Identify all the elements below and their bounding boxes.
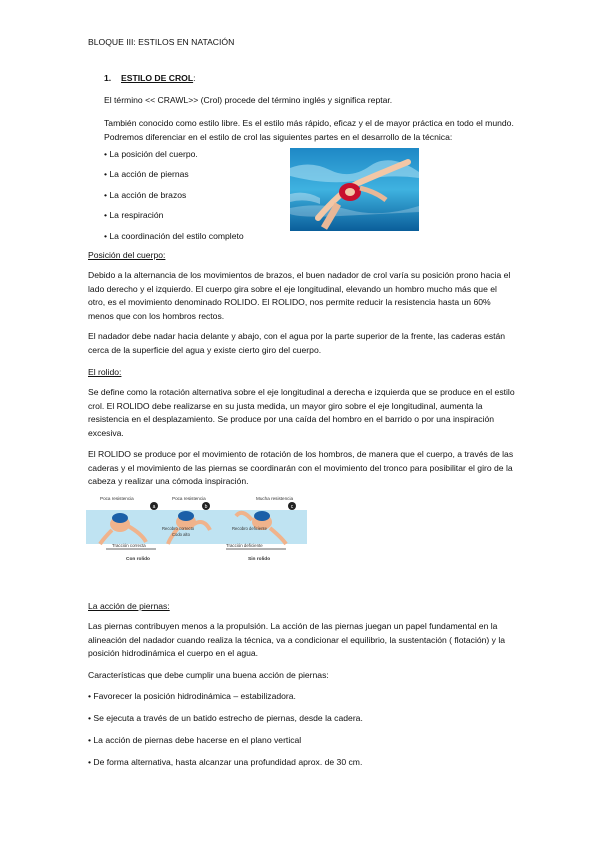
- section-title: [121, 72, 196, 86]
- posicion-heading: Posición del cuerpo:: [88, 250, 166, 260]
- label-traccion-deficiente: Tracción deficiente: [226, 543, 263, 548]
- swimmer-photo-graphic: [290, 148, 419, 231]
- label-poca-resistencia-2: Poca resistencia: [172, 496, 206, 501]
- label-mucha-resistencia: Mucha resistencia: [256, 496, 294, 501]
- label-recobro-correcto: Recobro correcto: [162, 526, 195, 531]
- label-traccion-correcta: Tracción correcta: [112, 543, 146, 548]
- diagram-badge-a-text: a: [152, 504, 156, 510]
- label-recobro-deficiente: Recobro deficiente: [232, 526, 267, 531]
- parts-item-4: • La respiración: [104, 210, 164, 220]
- rolido-diagram: [86, 494, 307, 566]
- piernas-bullet-1: • Favorecer la posición hidrodinámica – estabilizadora.: [88, 691, 296, 701]
- rolido-heading: El rolido:: [88, 367, 122, 377]
- piernas-paragraph-2: Características que debe cumplir una buena acción de piernas:: [88, 670, 329, 680]
- label-sin-rolido: Sin rolido: [248, 557, 271, 562]
- rolido-diagram-graphic: [86, 494, 307, 566]
- diagram-badge-b-text: b: [204, 504, 208, 510]
- parts-item-2: • La acción de piernas: [104, 169, 189, 179]
- diagram-badge-c-text: c: [290, 504, 294, 510]
- piernas-bullet-2: • Se ejecuta a través de un batido estrecho de piernas, desde la cadera.: [88, 713, 363, 723]
- section-title-colon: :: [193, 73, 196, 83]
- swimmer-photo: [290, 148, 419, 231]
- label-codo-alto: Codo alto: [172, 532, 190, 537]
- section-number-text: 1.: [104, 73, 112, 83]
- label-poca-resistencia-1: Poca resistencia: [100, 496, 134, 501]
- rolido-paragraph-1: Se define como la rotación alternativa sobre el eje longitudinal a derecha e izquierda que se produce en el estilo crol. El ROLIDO debe realizarse en su justa medida, un mayor giro sobre el eje longitudinal, aumenta la resistencia en el desplazamiento. Se produce por una caída del hombro en el barrido o por una inspiración excesiva.: [88, 387, 515, 438]
- piernas-heading: La acción de piernas:: [88, 601, 170, 611]
- intro-paragraph: El término << CRAWL>> (Crol) procede del término inglés y significa reptar.: [104, 95, 393, 105]
- section-title-text: ESTILO DE CROL: [121, 73, 194, 83]
- label-con-rolido: Con rolido: [126, 557, 150, 562]
- intro2-paragraph: También conocido como estilo libre. Es el estilo más rápido, eficaz y el de mayor práctica en todo el mundo. Podremos diferenciar en el estilo de crol las siguientes partes en el desarrollo de la técnica:: [104, 118, 514, 142]
- piernas-paragraph-1: Las piernas contribuyen menos a la propulsión. La acción de las piernas juegan un papel fundamental en la alineación del nadador cuando realiza la técnica, va a condicionar el equilibrio, la sustentación ( flotación) y la posición hidrodinámica el cuerpo en el agua.: [88, 621, 506, 659]
- piernas-bullet-4: • De forma alternativa, hasta alcanzar una profundidad aprox. de 30 cm.: [88, 757, 363, 767]
- document-header: BLOQUE III: ESTILOS EN NATACIÓN: [88, 37, 235, 47]
- parts-item-3: • La acción de brazos: [104, 190, 187, 200]
- posicion-paragraph-1: Debido a la alternancia de los movimientos de brazos, el buen nadador de crol varía su posición prono hacia el lado derecho y el izquierdo. El cuerpo gira sobre el eje longitudinal, elevando un hombro mucho más que el otro, es el movimiento denominado ROLIDO. El ROLIDO, nos permite reducir la resistencia hasta un 60% menos que con los hombros rectos.: [88, 270, 511, 321]
- parts-item-5: • La coordinación del estilo completo: [104, 231, 244, 241]
- rolido-paragraph-2: El ROLIDO se produce por el movimiento de rotación de los hombros, de manera que el cuerpo, a través de las caderas y el movimiento de las piernas se coordinarán con el movimiento del tronco para posibilitar el giro de la cabeza y realizar una cómoda inspiración.: [88, 449, 514, 487]
- posicion-paragraph-2: El nadador debe nadar hacia delante y abajo, con el agua por la parte superior de la frente, las caderas están cerca de la superficie del agua y existe cierto giro del cuerpo.: [88, 331, 506, 355]
- parts-item-1: • La posición del cuerpo.: [104, 149, 198, 159]
- piernas-bullet-3: • La acción de piernas debe hacerse en el plano vertical: [88, 735, 302, 745]
